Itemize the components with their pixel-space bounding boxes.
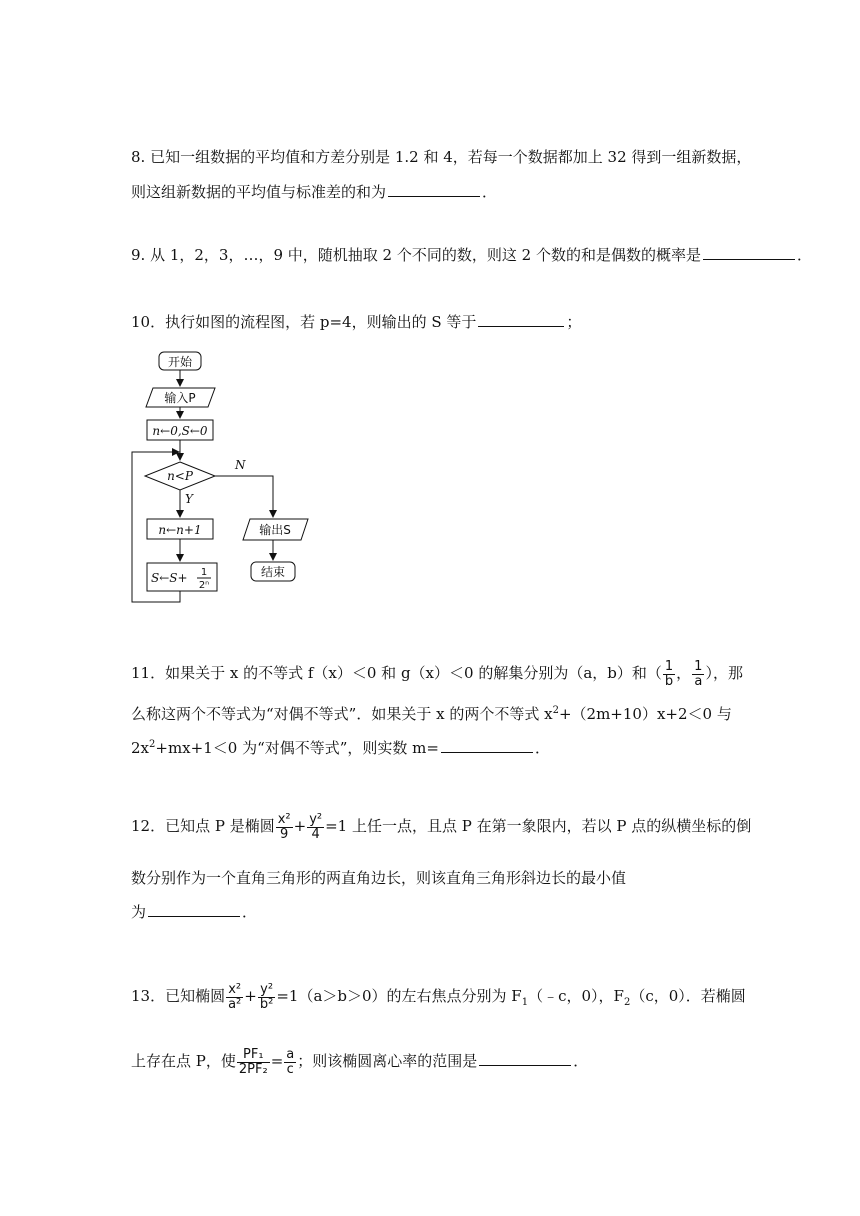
answer-blank[interactable]	[703, 245, 795, 260]
fraction: $\frac{1}{a}$	[694, 658, 703, 689]
end-label: 结束	[260, 565, 286, 579]
q11-line2: 么称这两个不等式为“对偶不等式”．如果关于 x 的两个不等式 $x^2+(2m+10)x+2<0$ 与	[131, 705, 732, 723]
q11-line3: $2x^2+mx+1<0$ 为“对偶不等式”，则实数 m= ．	[131, 739, 550, 757]
q10-text: 10．执行如图的流程图，若 p=4，则输出的 S 等于	[131, 313, 477, 331]
answer-blank[interactable]	[478, 312, 564, 327]
fraction: $\frac{\text{x²}}{9}$	[277, 811, 291, 842]
update-n-label: n←n+1	[158, 523, 202, 537]
fraction: $\frac{\text{y²}}{4}$	[309, 811, 323, 842]
q10-line1: 10．执行如图的流程图，若 p=4，则输出的 S 等于 ；	[131, 313, 582, 331]
q9-text: 9. 从 1，2，3，…，9 中，随机抽取 2 个不同的数，则这 2 个数的和是偶数的概率是	[131, 246, 701, 264]
update-s-label: S←S+	[151, 571, 188, 585]
q8-text: 则这组新数据的平均值与标准差的和为	[131, 183, 387, 201]
input-label: 输入P	[164, 391, 196, 405]
flowchart	[125, 345, 320, 610]
fraction: $\frac{\text{x²}}{\text{a²}}$	[228, 981, 242, 1012]
q13-line2: 上存在点 P，使 $\frac{\text{PF₁}}{\text{2PF₂}}$ = $\frac{a}{c}$ ；则该椭圆离心率的范围是 ．	[131, 1046, 589, 1077]
yes-label: Y	[185, 492, 193, 506]
answer-blank[interactable]	[148, 902, 240, 917]
output-label: 输出S	[259, 523, 291, 537]
answer-blank[interactable]	[441, 738, 533, 753]
fraction: $\frac{a}{c}$	[286, 1046, 295, 1077]
update-s-frac-den: 2ⁿ	[198, 580, 210, 591]
fraction: $\frac{\text{PF₁}}{\text{2PF₂}}$	[238, 1046, 268, 1077]
no-label: N	[235, 458, 246, 472]
answer-blank[interactable]	[388, 182, 480, 197]
q8-line2: 则这组新数据的平均值与标准差的和为 ．	[131, 183, 498, 201]
q13-line1: 13．已知椭圆 $\frac{\text{x²}}{\text{a²}}$ + $\frac{\text{y²}}{\text{b²}}$ =1（a＞b＞0）的左右焦点分别为 $F_1(﹣c$，0），$F_2(c$，0）．若椭圆	[131, 981, 746, 1012]
update-s-frac-num: 1	[200, 567, 208, 578]
fraction: $\frac{1}{b}$	[664, 658, 674, 689]
fraction: $\frac{\text{y²}}{\text{b²}}$	[259, 981, 274, 1012]
answer-blank[interactable]	[479, 1051, 571, 1066]
q12-line1: 12．已知点 P 是椭圆 $\frac{\text{x²}}{9}$ + $\frac{\text{y²}}{4}$ =1 上任一点，且点 P 在第一象限内，若以 P 点的纵横坐标的倒	[131, 811, 752, 842]
q9-line1: 9. 从 1，2，3，…，9 中，随机抽取 2 个不同的数，则这 2 个数的和是偶数的概率是 ．	[131, 246, 812, 264]
start-label: 开始	[167, 355, 193, 369]
init-label: n←0,S←0	[152, 424, 208, 438]
q12-line3: 为 ．	[131, 903, 258, 921]
q8-line1: 8. 已知一组数据的平均值和方差分别是 1.2 和 4，若每一个数据都加上 32 得到一组新数据，	[131, 148, 752, 166]
q11-line1: 11．如果关于 x 的不等式 f（x）＜0 和 g（x）＜0 的解集分别为（a，b）和（ $\frac{1}{b}$ ， $\frac{1}{a}$ ），那	[131, 658, 743, 689]
condition-label: n<P	[167, 469, 193, 483]
q12-line2: 数分别作为一个直角三角形的两直角边长，则该直角三角形斜边长的最小值	[131, 869, 627, 887]
